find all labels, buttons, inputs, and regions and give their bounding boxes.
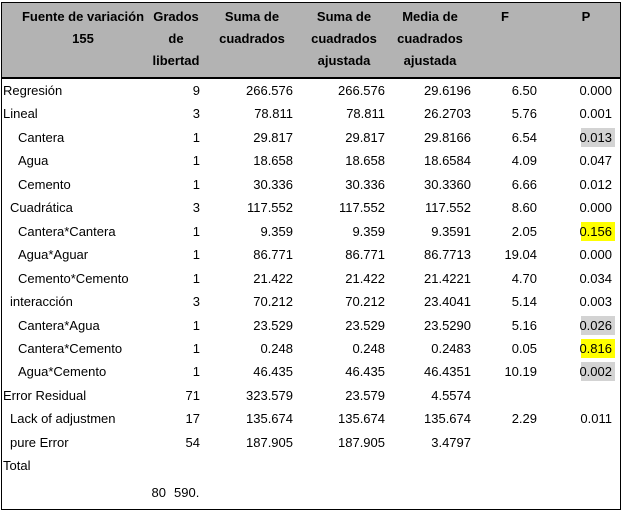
row-f: 6.66 — [511, 176, 537, 192]
row-df: 1 — [192, 340, 200, 356]
row-adj-ss: 86.771 — [345, 247, 385, 263]
row-df: 1 — [192, 176, 200, 192]
row-p: 0.156 — [579, 223, 612, 239]
table-row — [2, 454, 620, 477]
row-source: Lack of adjustmen — [10, 411, 116, 427]
row-p: 0.011 — [580, 411, 612, 427]
row-source: Agua*Aguar — [18, 247, 89, 263]
row-source: pure Error — [10, 434, 69, 450]
table-header — [2, 3, 620, 79]
row-f: 19.04 — [504, 247, 537, 263]
row-p: 0.002 — [579, 364, 612, 380]
table-row — [2, 79, 620, 102]
row-adj-ms: 117.552 — [424, 200, 471, 216]
row-f: 5.76 — [511, 106, 537, 122]
row-p: 0.003 — [579, 294, 612, 310]
row-adj-ms: 18.6584 — [424, 153, 471, 169]
row-p: 0.034 — [579, 270, 612, 286]
row-adj-ss: 0.248 — [352, 340, 385, 356]
table-row — [2, 220, 620, 243]
row-p: 0.000 — [579, 83, 612, 98]
row-f: 6.50 — [511, 83, 537, 98]
row-df: 1 — [192, 317, 200, 333]
row-df: 3 — [192, 200, 200, 216]
row-source: interacción — [10, 294, 73, 310]
row-f: 10.19 — [504, 364, 537, 380]
row-adj-ss: 46.435 — [345, 364, 385, 380]
row-df: 17 — [185, 411, 200, 427]
row-ss: 70.212 — [253, 294, 293, 310]
row-adj-ms: 4.5574 — [431, 387, 471, 403]
row-df: 1 — [192, 364, 200, 380]
row-adj-ms: 23.5290 — [424, 317, 471, 333]
row-adj-ss: 135.674 — [338, 411, 385, 427]
row-f: 0.05 — [511, 340, 537, 356]
row-f: 2.05 — [511, 223, 537, 239]
row-f: 5.14 — [511, 294, 537, 310]
row-f: 4.09 — [511, 153, 537, 169]
row-p: 0.012 — [579, 176, 612, 192]
table-row — [2, 290, 620, 313]
row-source: Error Residual — [3, 387, 87, 403]
row-f: 2.29 — [511, 411, 537, 427]
row-df: 3 — [192, 106, 200, 122]
row-ss: 117.552 — [246, 200, 293, 216]
row-ss: 135.674 — [246, 411, 293, 427]
row-ss: 323.579 — [246, 387, 293, 403]
row-source: Cemento*Cemento — [18, 270, 129, 286]
table-row — [2, 337, 620, 360]
row-ss: 29.817 — [253, 129, 293, 145]
table-row — [2, 360, 620, 383]
row-adj-ss: 18.658 — [345, 153, 385, 169]
table-row — [2, 243, 620, 266]
row-p: 0.000 — [579, 247, 612, 263]
header-df: Grados de libertad — [152, 9, 200, 68]
row-df: 9 — [192, 83, 200, 98]
row-adj-ms: 0.2483 — [431, 340, 471, 356]
footer-row — [2, 481, 620, 504]
row-df: 3 — [192, 294, 200, 310]
row-p: 0.001 — [579, 106, 612, 122]
table-row — [2, 431, 620, 454]
row-source: Cantera — [18, 129, 65, 145]
row-ss: 86.771 — [253, 247, 293, 263]
row-ss: 21.422 — [253, 270, 293, 286]
row-adj-ss: 23.579 — [345, 387, 385, 403]
row-p: 0.026 — [579, 317, 612, 333]
row-df: 1 — [192, 153, 200, 169]
row-adj-ss: 9.359 — [352, 223, 385, 239]
row-ss: 9.359 — [260, 223, 293, 239]
row-source: Total — [3, 458, 31, 474]
footer-ss: 590. — [174, 485, 200, 500]
table-row — [2, 407, 620, 430]
row-adj-ms: 29.6196 — [424, 83, 471, 98]
row-adj-ss: 29.817 — [345, 129, 385, 145]
row-adj-ss: 187.905 — [338, 434, 385, 450]
row-adj-ss: 21.422 — [345, 270, 385, 286]
table-row — [2, 384, 620, 407]
row-adj-ms: 46.4351 — [424, 364, 471, 380]
table-row — [2, 267, 620, 290]
table-row — [2, 196, 620, 219]
table-row — [2, 126, 620, 149]
row-source: Agua — [18, 153, 49, 169]
row-ss: 266.576 — [246, 83, 293, 98]
row-f: 6.54 — [511, 129, 537, 145]
row-df: 71 — [185, 387, 200, 403]
header-adj-ms: Media de cuadrados ajustada — [397, 9, 463, 68]
row-adj-ms: 29.8166 — [424, 129, 471, 145]
row-adj-ms: 21.4221 — [424, 270, 471, 286]
row-df: 1 — [192, 223, 200, 239]
row-source: Cantera*Agua — [18, 317, 100, 333]
table-row — [2, 314, 620, 337]
row-adj-ms: 3.4797 — [431, 434, 471, 450]
row-p: 0.047 — [579, 153, 612, 169]
row-ss: 18.658 — [253, 153, 293, 169]
row-df: 1 — [192, 270, 200, 286]
row-ss: 78.811 — [254, 106, 293, 122]
row-adj-ms: 86.7713 — [424, 247, 471, 263]
row-adj-ss: 266.576 — [338, 83, 385, 98]
row-source: Lineal — [3, 106, 38, 122]
row-ss: 23.529 — [253, 317, 293, 333]
row-df: 1 — [192, 247, 200, 263]
row-adj-ss: 30.336 — [345, 176, 385, 192]
header-p: P — [581, 9, 591, 24]
header-ss: Suma de cuadrados — [219, 9, 285, 46]
table-row — [2, 149, 620, 172]
row-source: Cuadrática — [10, 200, 73, 216]
row-adj-ms: 26.2703 — [424, 106, 471, 122]
row-adj-ss: 70.212 — [345, 294, 385, 310]
row-f: 4.70 — [511, 270, 537, 286]
row-f: 5.16 — [511, 317, 537, 333]
anova-table — [1, 2, 621, 510]
row-p: 0.013 — [579, 129, 612, 145]
row-adj-ms: 23.4041 — [424, 294, 471, 310]
row-source: Agua*Cemento — [18, 364, 107, 380]
row-df: 54 — [185, 434, 200, 450]
row-ss: 46.435 — [253, 364, 293, 380]
row-adj-ms: 135.674 — [424, 411, 471, 427]
row-ss: 0.248 — [260, 340, 293, 356]
row-ss: 30.336 — [253, 176, 293, 192]
row-p: 0.816 — [579, 340, 612, 356]
row-f: 8.60 — [511, 200, 537, 216]
row-adj-ss: 78.811 — [346, 106, 385, 122]
table-row — [2, 102, 620, 125]
row-source: Cantera*Cemento — [18, 340, 123, 356]
row-adj-ms: 9.3591 — [431, 223, 471, 239]
row-df: 1 — [192, 129, 200, 145]
row-adj-ss: 23.529 — [345, 317, 385, 333]
table-row — [2, 173, 620, 196]
header-source: Fuente de variación 155 — [21, 9, 145, 46]
header-f: F — [501, 9, 509, 24]
row-source: Cemento — [18, 176, 71, 192]
row-adj-ms: 30.3360 — [424, 176, 471, 192]
row-source: Regresión — [3, 83, 63, 98]
header-adj-ss: Suma de cuadrados ajustada — [311, 9, 377, 68]
footer-df: 80 — [151, 485, 166, 500]
row-adj-ss: 117.552 — [338, 200, 385, 216]
row-ss: 187.905 — [246, 434, 293, 450]
row-source: Cantera*Cantera — [18, 223, 116, 239]
row-p: 0.000 — [579, 200, 612, 216]
